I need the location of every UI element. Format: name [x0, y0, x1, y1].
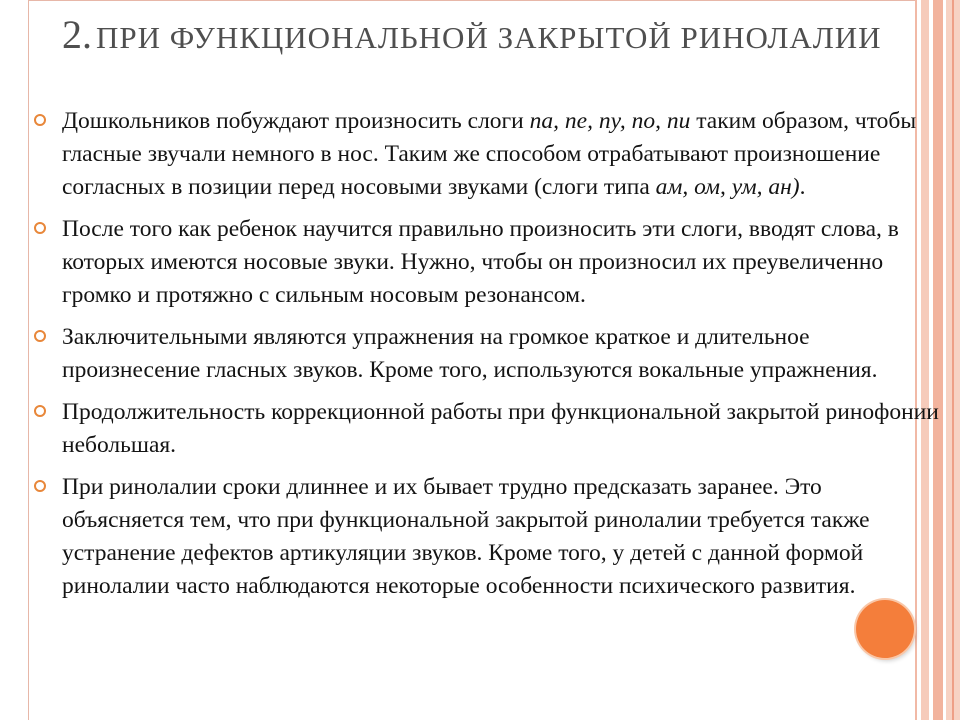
frame-line — [28, 0, 915, 1]
bullet-item — [62, 471, 947, 603]
slide-title — [62, 10, 902, 69]
slide-title-text: ПРИ ФУНКЦИОНАЛЬНОЙ ЗАКРЫТОЙ РИНОЛАЛИИ — [96, 20, 882, 55]
bullet-text: Продолжительность коррекционной работы при функциональной закрытой ринофонии небольшая. — [62, 399, 939, 458]
bullet-text: После того как ребенок научится правильно произносить эти слоги, вводят слова, в которых имеются носовые звуки. Нужно, чтобы он произносил их преувеличенно громко и протяжно с сильным носовым резонансом. — [62, 216, 899, 308]
slide-title-number: 2. — [62, 12, 92, 57]
slide-nav-circle[interactable] — [856, 600, 914, 658]
bullet-list — [62, 105, 947, 612]
bullet-circle-icon — [34, 222, 46, 234]
bullet-item — [62, 105, 947, 204]
bullet-item — [62, 321, 947, 387]
bullet-circle-icon — [34, 405, 46, 417]
bullet-circle-icon — [34, 330, 46, 342]
bullet-text-part: таким образом, чтобы гласные звучали немного в нос. Таким же способом отрабатывают произношение согласных в позиции перед носовыми звуками (слоги типа — [62, 108, 917, 200]
bullet-item — [62, 396, 947, 462]
bullet-italic-text: па, пе, пу, по, пи — [529, 108, 691, 134]
bullet-italic-text: ам, ом, ум, ан) — [655, 174, 800, 200]
bullet-circle-icon — [34, 480, 46, 492]
bullet-text-part: Дошкольников побуждают произносить слоги — [62, 108, 530, 134]
bullet-circle-icon — [34, 114, 46, 126]
bullet-text-part: . — [799, 174, 806, 200]
decor-stripe — [952, 0, 954, 720]
bullet-text: Заключительными являются упражнения на громкое краткое и длительное произнесение гласных звуков. Кроме того, используются вокальные упражнения. — [62, 324, 878, 383]
bullet-text: При ринолалии сроки длиннее и их бывает трудно предсказать заранее. Это объясняется тем, что при функциональной закрытой ринолалии требуется также устранение дефектов артикуляции звуков. Кроме того, у детей с данной формой ринолалии часто наблюдаются некоторые особенности психического развития. — [62, 474, 870, 599]
bullet-item — [62, 213, 947, 312]
frame-line — [28, 0, 29, 720]
